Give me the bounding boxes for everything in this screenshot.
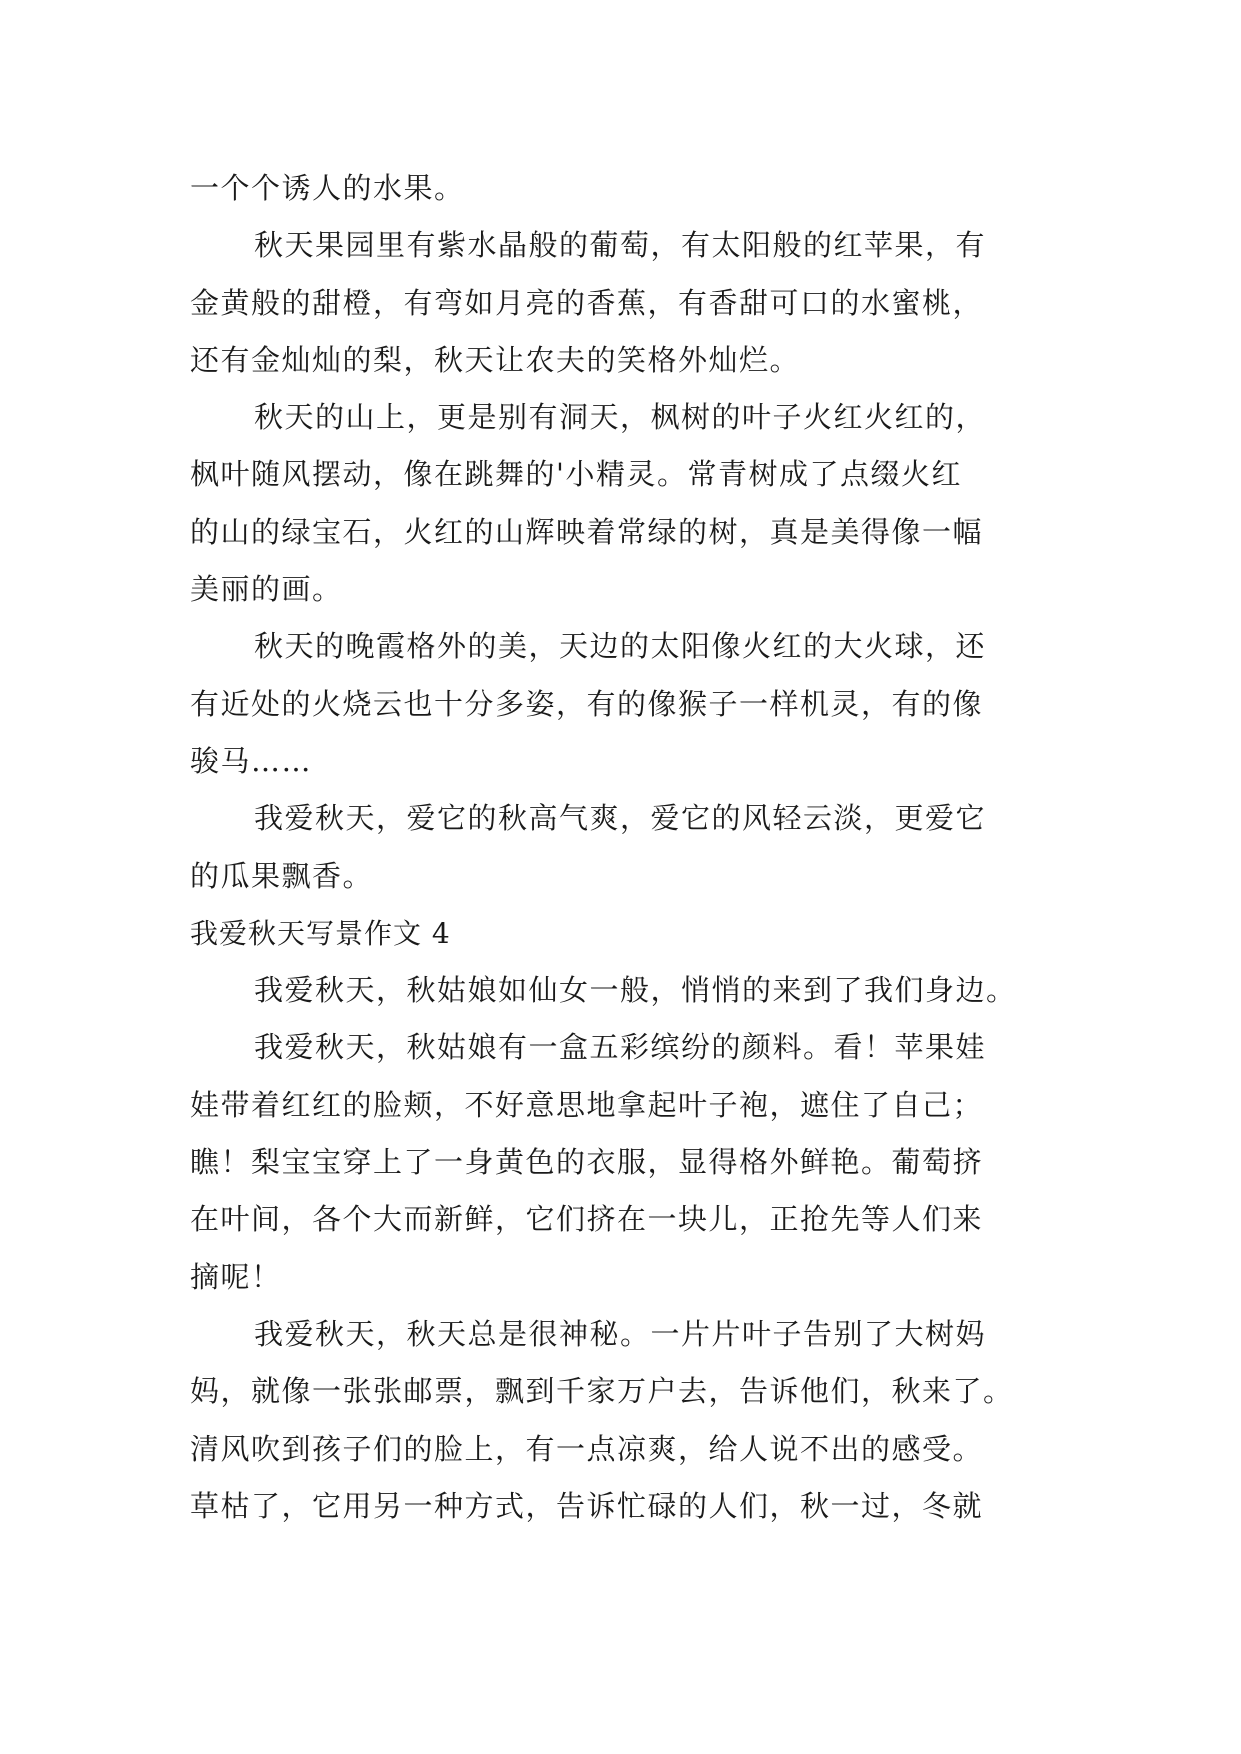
text-line: 我爱秋天，秋天总是很神秘。一片片叶子告别了大树妈 bbox=[254, 1316, 987, 1351]
text-line: 娃带着红红的脸颊，不好意思地拿起叶子袍，遮住了自己； bbox=[190, 1087, 984, 1122]
text-line: 秋天果园里有紫水晶般的葡萄，有太阳般的红苹果，有 bbox=[254, 228, 987, 263]
text-line: 清风吹到孩子们的脸上，有一点凉爽，给人说不出的感受。 bbox=[190, 1431, 984, 1466]
text-line: 我爱秋天，爱它的秋高气爽，爱它的风轻云淡，更爱它 bbox=[254, 801, 987, 836]
text-line: 枫叶随风摆动，像在跳舞的'小精灵。常青树成了点缀火红 bbox=[190, 457, 962, 492]
text-line: 金黄般的甜橙，有弯如月亮的香蕉，有香甜可口的水蜜桃， bbox=[190, 285, 984, 320]
text-line: 的瓜果飘香。 bbox=[190, 858, 374, 893]
text-line: 我爱秋天，秋姑娘有一盒五彩缤纷的颜料。看！苹果娃 bbox=[254, 1030, 987, 1065]
text-line: 一个个诱人的水果。 bbox=[190, 171, 465, 205]
section-heading: 我爱秋天写景作文 4 bbox=[190, 916, 451, 950]
text-line: 在叶间，各个大而新鲜，它们挤在一块儿，正抢先等人们来 bbox=[190, 1202, 984, 1237]
text-line: 妈，就像一张张邮票，飘到千家万户去，告诉他们，秋来了。 bbox=[190, 1374, 1014, 1409]
text-line: 我爱秋天，秋姑娘如仙女一般，悄悄的来到了我们身边。 bbox=[254, 973, 1017, 1008]
text-line: 的山的绿宝石，火红的山辉映着常绿的树，真是美得像一幅 bbox=[190, 514, 984, 549]
text-line: 有近处的火烧云也十分多姿，有的像猴子一样机灵，有的像 bbox=[190, 686, 984, 721]
text-line: 秋天的山上，更是别有洞天，枫树的叶子火红火红的， bbox=[254, 400, 987, 435]
text-line: 瞧！梨宝宝穿上了一身黄色的衣服，显得格外鲜艳。葡萄挤 bbox=[190, 1145, 984, 1180]
document-body bbox=[190, 160, 1070, 1535]
text-line: 草枯了，它用另一种方式，告诉忙碌的人们，秋一过，冬就 bbox=[190, 1488, 984, 1523]
text-line: 秋天的晚霞格外的美，天边的太阳像火红的大火球，还 bbox=[254, 629, 987, 664]
text-line: 美丽的画。 bbox=[190, 572, 343, 607]
text-line: 骏马…… bbox=[190, 743, 313, 778]
text-line: 摘呢！ bbox=[190, 1259, 282, 1294]
text-line: 还有金灿灿的梨，秋天让农夫的笑格外灿烂。 bbox=[190, 342, 801, 377]
